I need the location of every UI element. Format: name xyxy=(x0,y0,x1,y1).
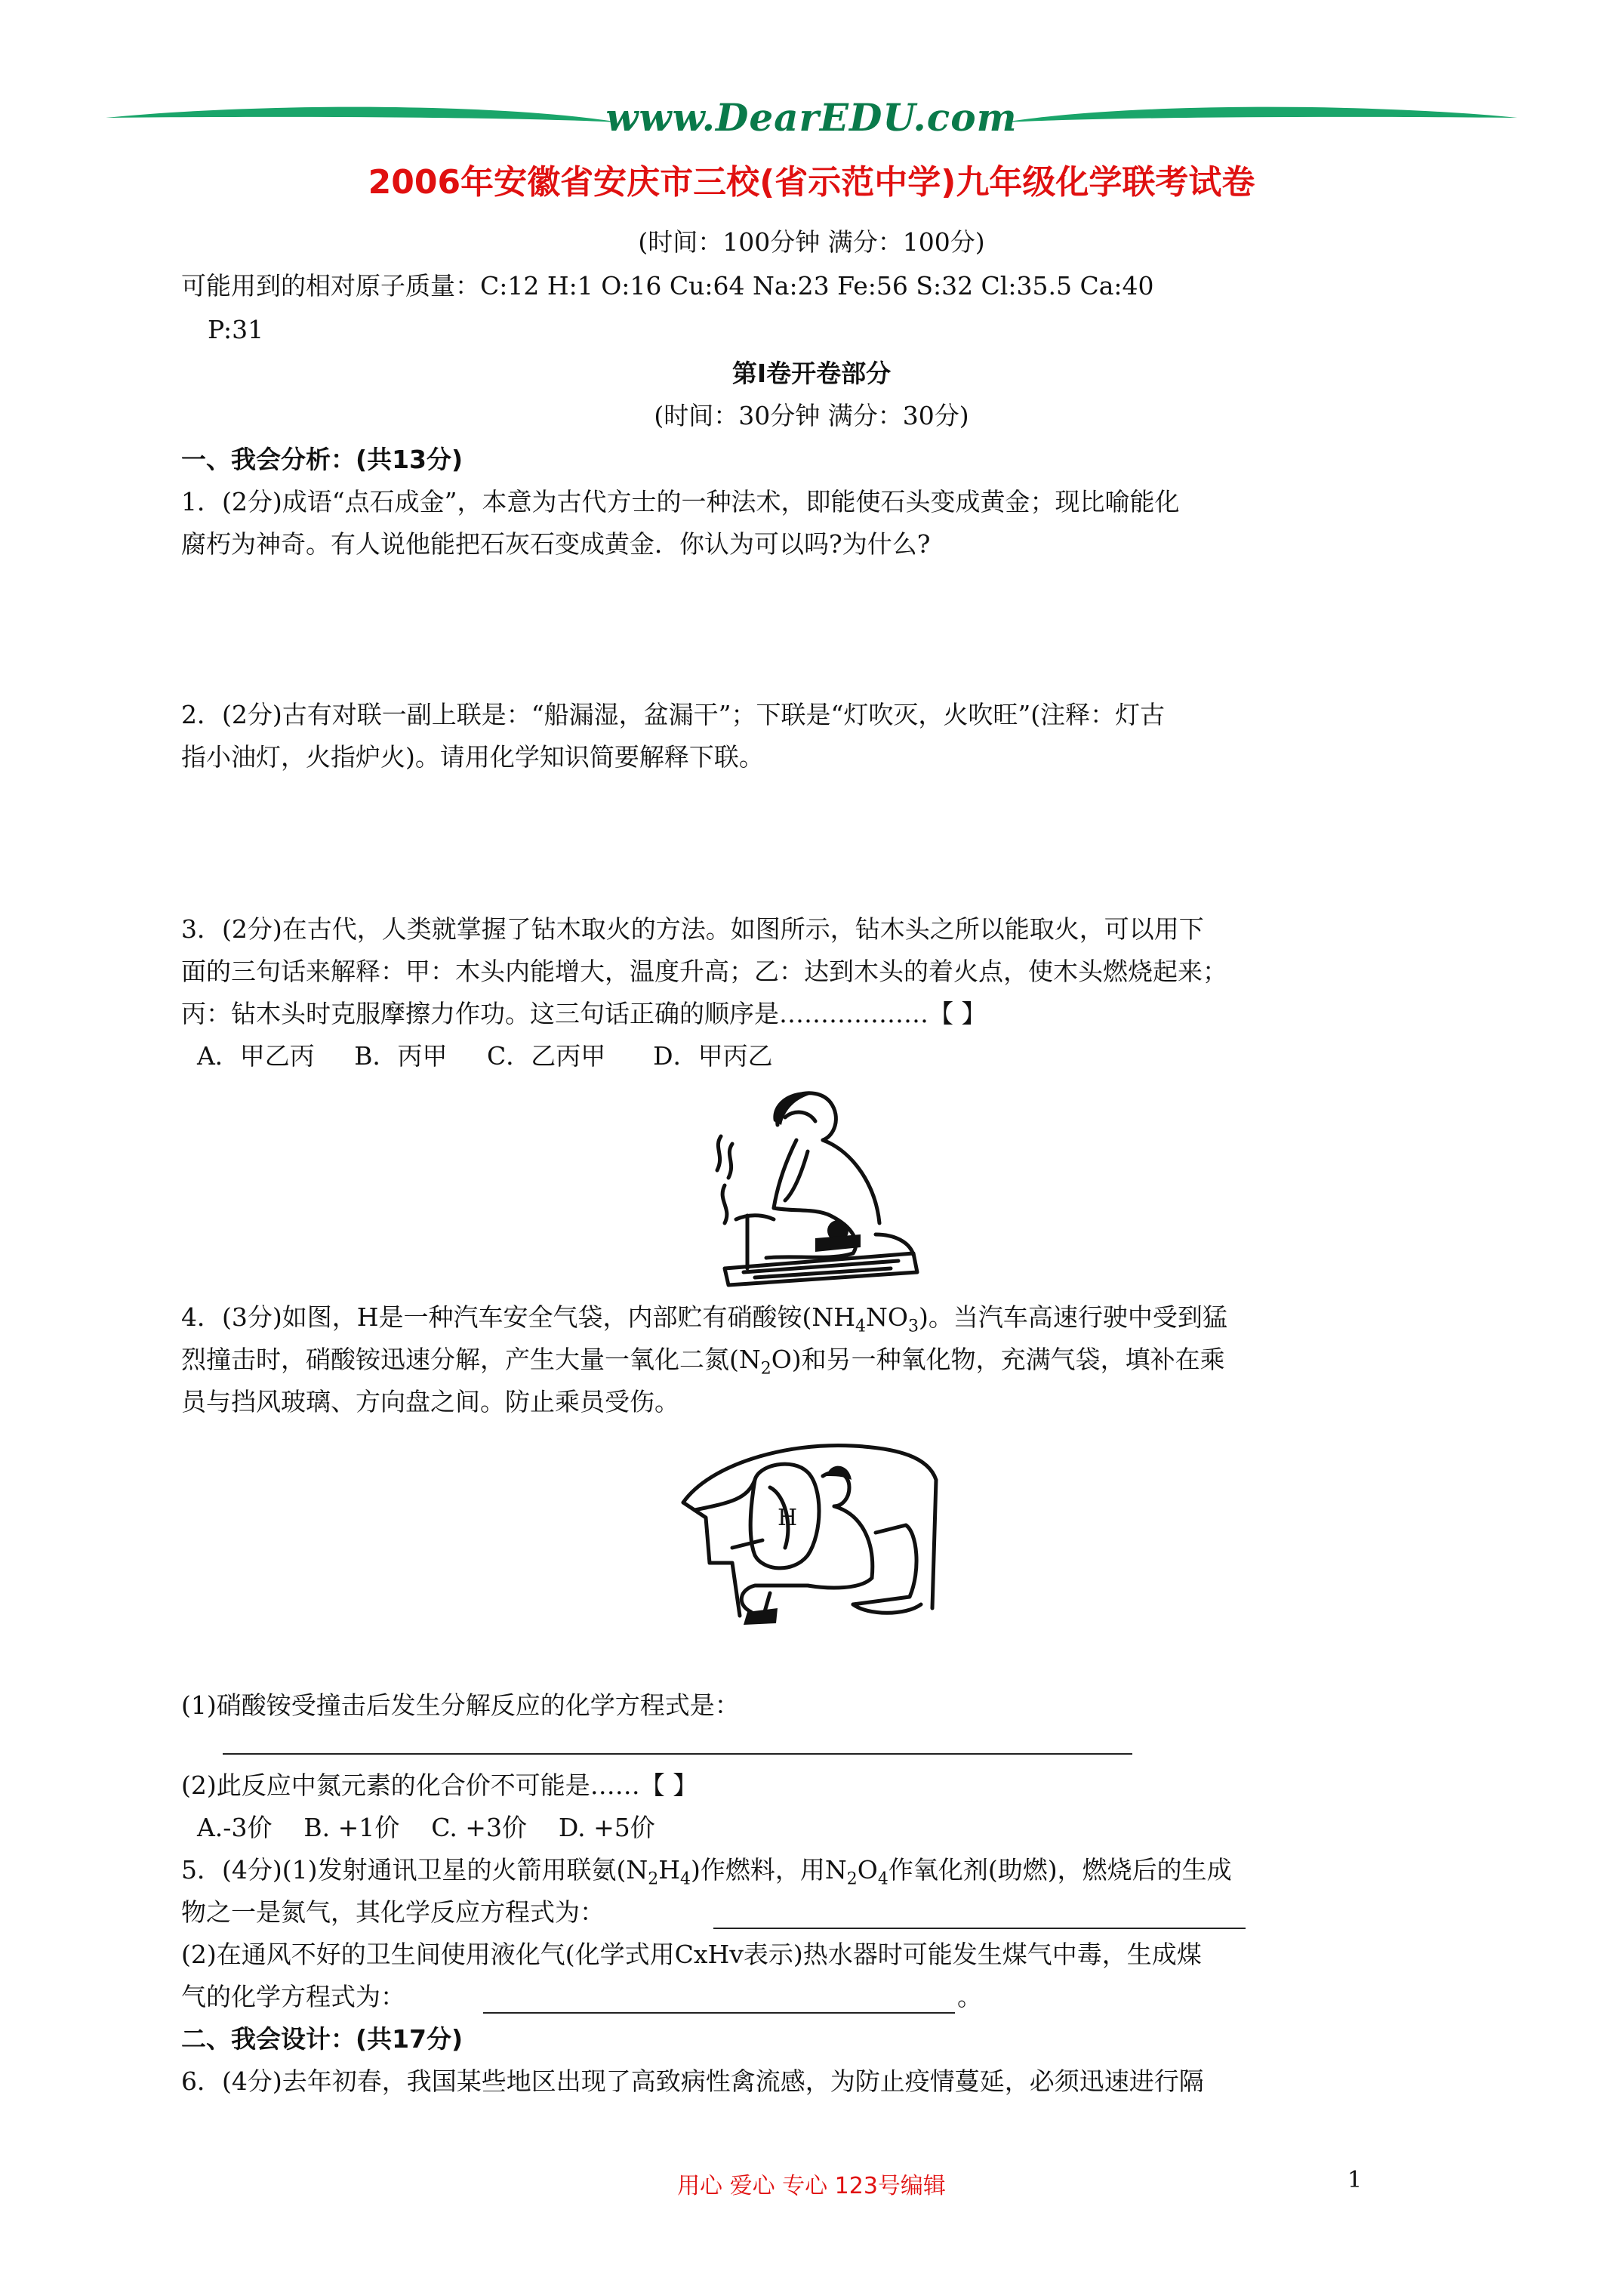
atomic-masses-line2: P:31 xyxy=(208,315,264,344)
q3-options: A．甲乙丙 B．丙甲 C．乙丙甲 D．甲丙乙 xyxy=(181,1041,773,1071)
section1-heading: 一、我会分析：(共13分) xyxy=(181,445,463,474)
q5-line3: (2)在通风不好的卫生间使用液化气(化学式用CxHv表示)热水器时可能发生煤气中毒，生成煤 xyxy=(181,1940,1202,1969)
q1-line1: 1．(2分)成语“点石成金”，本意为古代方士的一种法术，即能使石头变成黄金；现比喻能化 xyxy=(181,487,1180,516)
q4-line1: 4．(3分)如图，H是一种汽车安全气袋，内部贮有硝酸铵$(NH_4NO_3)$。当汽车高速行驶中受到猛 xyxy=(181,1302,1227,1336)
q2-line2: 指小油灯，火指炉火)。请用化学知识简要解释下联。 xyxy=(181,742,764,772)
q3-line3: 丙：钻木头时克服摩擦力作功。这三句话正确的顺序是………………【 】 xyxy=(181,999,987,1028)
q3-line2: 面的三句话来解释：甲：木头内能增大，温度升高；乙：达到木头的着火点，使木头燃烧起来； xyxy=(181,957,1227,986)
page-title: 2006年安徽省安庆市三校(省示范中学)九年级化学联考试卷 xyxy=(368,163,1255,202)
fire-drilling-figure xyxy=(702,1080,929,1291)
answer-line-q4-1[interactable] xyxy=(223,1753,1132,1755)
q5-line4: 气的化学方程式为： xyxy=(181,1982,405,2011)
q4-line2: 烈撞击时，硝酸铵迅速分解，产生大量一氧化二氮$(N_2O)$和另一种氧化物，充满气袋，填补在乘 xyxy=(181,1345,1225,1379)
q2-line1: 2．(2分)古有对联一副上联是：“船漏湿，盆漏干”；下联是“灯吹灭，火吹旺”(注释：灯古 xyxy=(181,700,1166,729)
q5-line2: 物之一是氮气，其化学反应方程式为： xyxy=(181,1897,605,1927)
q4-sub2: (2)此反应中氮元素的化合价不可能是……【 】 xyxy=(181,1771,698,1800)
q3-line1: 3．(2分)在古代，人类就掌握了钻木取火的方法。如图所示，钻木头之所以能取火，可以用下 xyxy=(181,914,1204,944)
section2-heading: 二、我会设计：(共17分) xyxy=(181,2024,463,2054)
answer-line-q5-1[interactable] xyxy=(713,1928,1246,1929)
q5-line4-end: 。 xyxy=(957,1982,982,2011)
airbag-figure xyxy=(679,1435,944,1631)
exam-info: (时间：100分钟 满分：100分) xyxy=(638,227,985,257)
footer-text: 用心 爱心 专心 123号编辑 xyxy=(677,2173,946,2199)
q4-sub1: (1)硝酸铵受撞击后发生分解反应的化学方程式是： xyxy=(181,1690,740,1720)
header-logo xyxy=(106,89,1517,149)
part1-heading: 第Ⅰ卷开卷部分 xyxy=(731,359,892,388)
page-number: 1 xyxy=(1347,2167,1363,2193)
q6-line1: 6．(4分)去年初春，我国某些地区出现了高致病性禽流感，为防止疫情蔓延，必须迅速进行隔 xyxy=(181,2066,1204,2096)
airbag-h-label: H xyxy=(778,1505,798,1531)
q4-options: A.-3价 B. +1价 C. +3价 D. +5价 xyxy=(181,1813,655,1842)
atomic-masses-line1: 可能用到的相对原子质量：C:12 H:1 O:16 Cu:64 Na:23 Fe:56 S:32 Cl:35.5 Ca:40 xyxy=(181,271,1154,300)
q1-line2: 腐朽为神奇。有人说他能把石灰石变成黄金．你认为可以吗?为什么? xyxy=(181,529,931,559)
q5-line1: 5．(4分)(1)发射通讯卫星的火箭用联氨$(N_2H_4)$作燃料，用$N_2O_4$作氧化剂(助燃)，燃烧后的生成 xyxy=(181,1855,1232,1889)
answer-line-q5-2[interactable] xyxy=(483,2012,955,2014)
q4-line3: 员与挡风玻璃、方向盘之间。防止乘员受伤。 xyxy=(181,1387,679,1416)
logo-text[interactable]: www.DearEDU.com xyxy=(605,95,1018,140)
part1-info: (时间：30分钟 满分：30分) xyxy=(654,401,969,430)
